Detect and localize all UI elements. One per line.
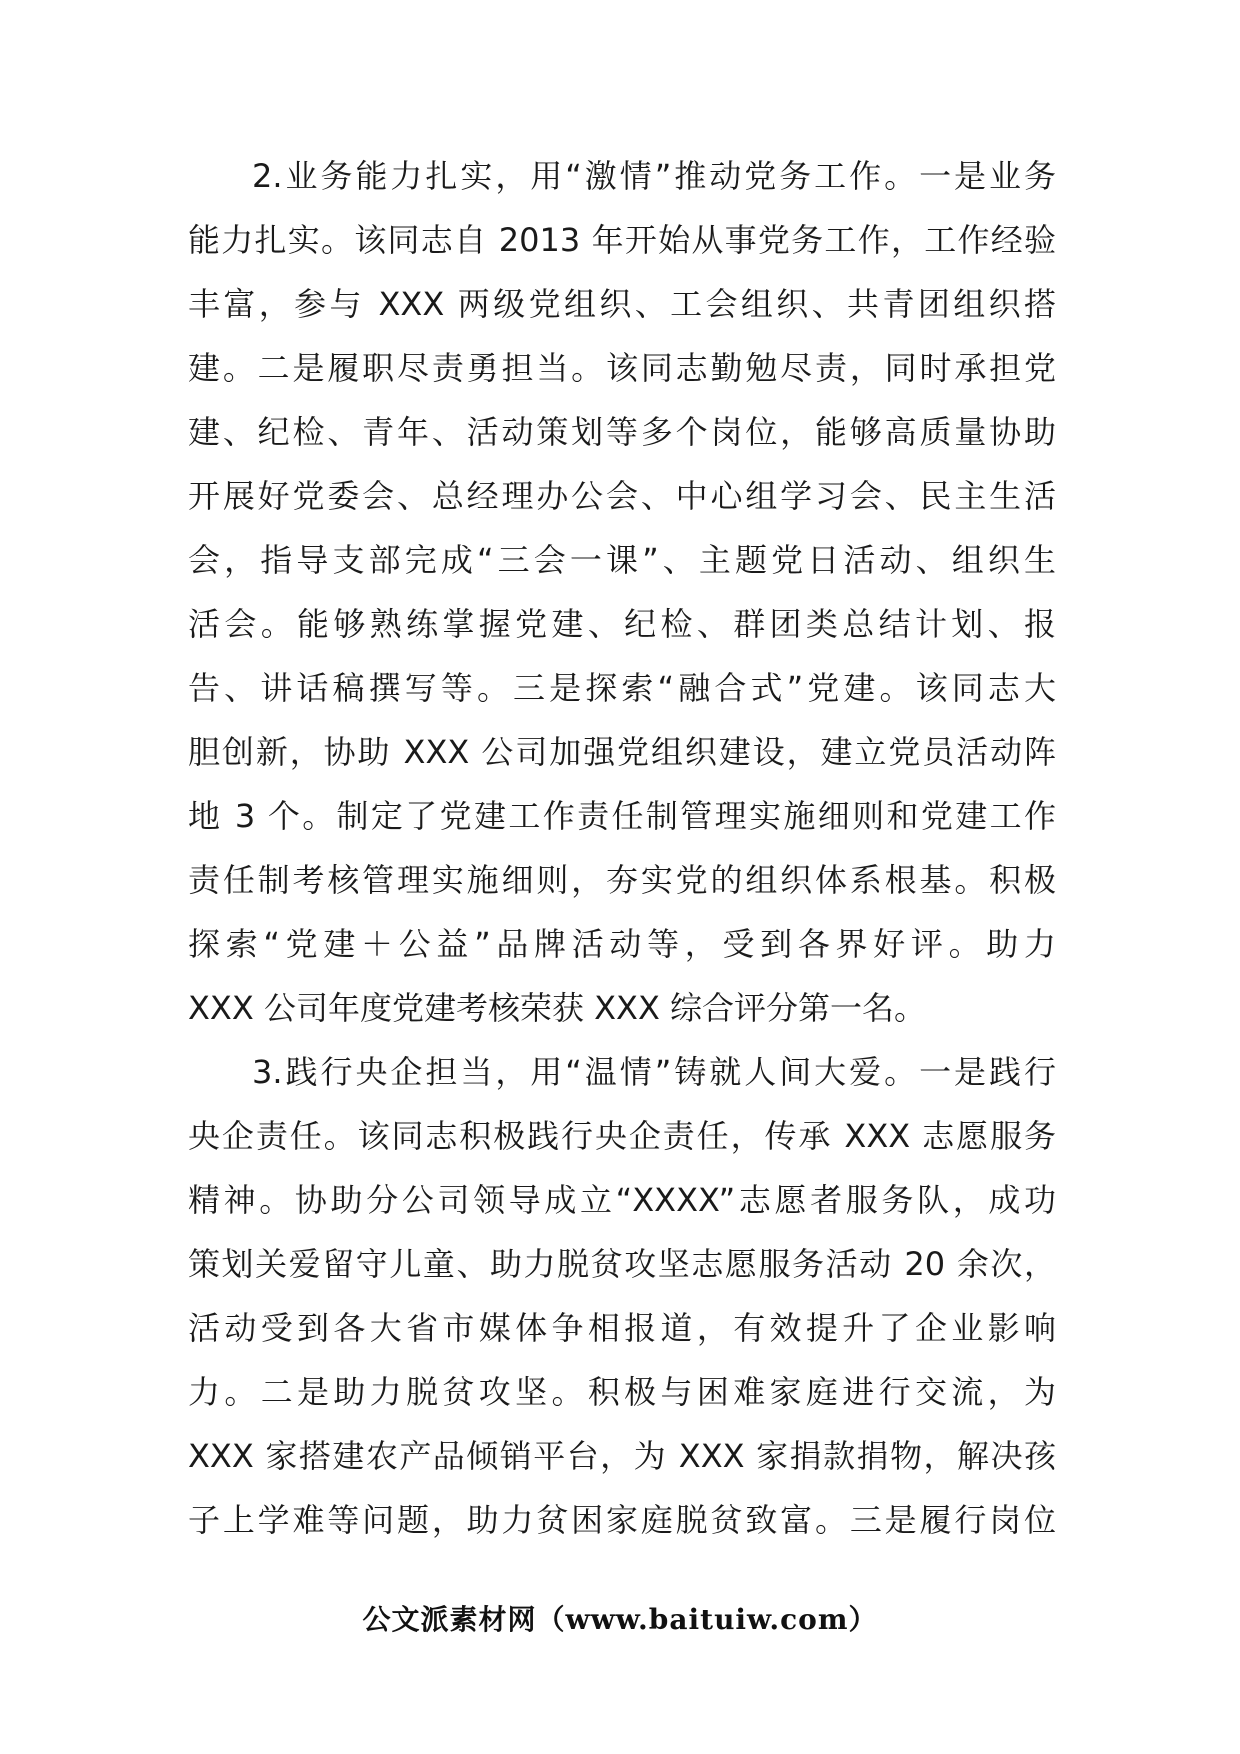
text-line: 精神。协助分公司领导成立“XXXX”志愿者服务队，成功 xyxy=(188,1181,1056,1219)
text-line: 建。二是履职尽责勇担当。该同志勤勉尽责，同时承担党 xyxy=(188,349,1056,387)
text-line: XXX 公司年度党建考核荣获 XXX 综合评分第一名。 xyxy=(188,989,927,1027)
text-line: 子上学难等问题，助力贫困家庭脱贫致富。三是履行岗位 xyxy=(188,1501,1056,1539)
text-line: 胆创新，协助 XXX 公司加强党组织建设，建立党员活动阵 xyxy=(188,733,1056,771)
text-line: 地 3 个。制定了党建工作责任制管理实施细则和党建工作 xyxy=(188,797,1056,835)
text-line: 央企责任。该同志积极践行央企责任，传承 XXX 志愿服务 xyxy=(188,1117,1056,1155)
paragraph xyxy=(188,144,1056,1040)
text-line: XXX 家搭建农产品倾销平台，为 XXX 家捐款捐物，解决孩 xyxy=(188,1437,1056,1475)
text-line: 力。二是助力脱贫攻坚。积极与困难家庭进行交流，为 xyxy=(188,1373,1056,1411)
text-line: 2.业务能力扎实，用“激情”推动党务工作。一是业务 xyxy=(252,157,1056,195)
text-line: 责任制考核管理实施细则，夯实党的组织体系根基。积极 xyxy=(188,861,1056,899)
text-line: 能力扎实。该同志自 2013 年开始从事党务工作，工作经验 xyxy=(188,221,1056,259)
text-line: 3.践行央企担当，用“温情”铸就人间大爱。一是践行 xyxy=(252,1053,1056,1091)
text-line: 策划关爱留守儿童、助力脱贫攻坚志愿服务活动 20 余次， xyxy=(188,1245,1056,1283)
text-line: 会，指导支部完成“三会一课”、主题党日活动、组织生 xyxy=(188,541,1056,579)
text-line: 告、讲话稿撰写等。三是探索“融合式”党建。该同志大 xyxy=(188,669,1056,707)
text-line: 开展好党委会、总经理办公会、中心组学习会、民主生活 xyxy=(188,477,1056,515)
text-line: 活会。能够熟练掌握党建、纪检、群团类总结计划、报 xyxy=(188,605,1056,643)
text-line: 丰富，参与 XXX 两级党组织、工会组织、共青团组织搭 xyxy=(188,285,1056,323)
text-line: 活动受到各大省市媒体争相报道，有效提升了企业影响 xyxy=(188,1309,1056,1347)
footer-watermark: 公文派素材网（www.baituiw.com） xyxy=(362,1603,878,1636)
paragraph xyxy=(188,1040,1056,1552)
text-line: 建、纪检、青年、活动策划等多个岗位，能够高质量协助 xyxy=(188,413,1056,451)
text-line: 探索“党建＋公益”品牌活动等，受到各界好评。助力 xyxy=(188,925,1056,963)
body-text xyxy=(188,144,1056,1552)
